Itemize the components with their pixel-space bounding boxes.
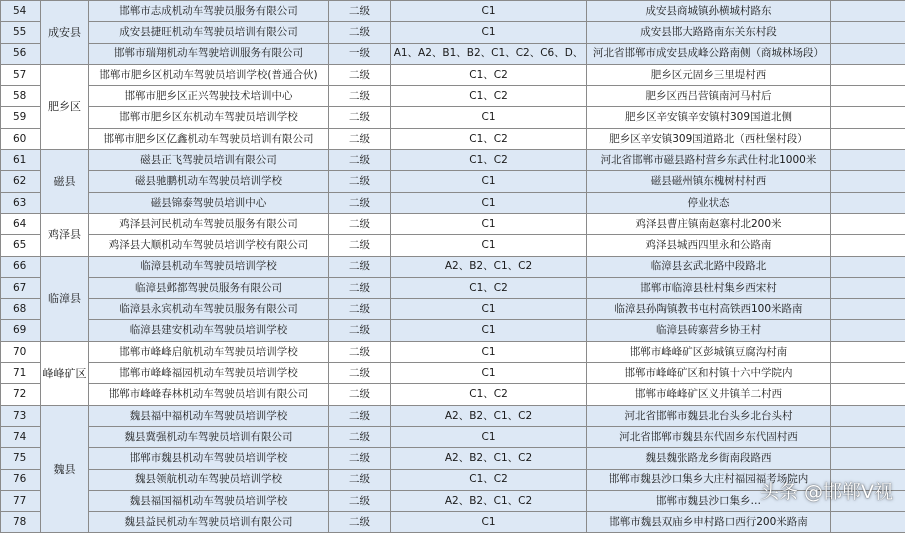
license-types: C1 [391, 22, 587, 43]
row-number: 54 [1, 1, 41, 22]
school-address: 肥乡区辛安镇辛安镇村309国道北侧 [587, 107, 831, 128]
table-row [1, 299, 905, 320]
school-address: 邯郸市魏县沙口集乡大庄村福园福考场院内 [587, 469, 831, 490]
school-level: 二级 [329, 256, 391, 277]
school-level: 二级 [329, 299, 391, 320]
row-number: 77 [1, 490, 41, 511]
school-name: 临漳县建安机动车驾驶员培训学校 [89, 320, 329, 341]
school-level: 二级 [329, 341, 391, 362]
license-types: C1 [391, 341, 587, 362]
row-number: 57 [1, 64, 41, 85]
empty-cell [831, 384, 905, 405]
row-number: 61 [1, 150, 41, 171]
school-level: 二级 [329, 86, 391, 107]
school-name: 邯郸市魏县机动车驾驶员培训学校 [89, 448, 329, 469]
empty-cell [831, 107, 905, 128]
empty-cell [831, 22, 905, 43]
school-level: 二级 [329, 64, 391, 85]
school-level: 二级 [329, 128, 391, 149]
license-types: C1 [391, 235, 587, 256]
school-name: 邯郸市志成机动车驾驶员服务有限公司 [89, 1, 329, 22]
row-number: 65 [1, 235, 41, 256]
school-level: 二级 [329, 277, 391, 298]
license-types: C1 [391, 192, 587, 213]
empty-cell [831, 448, 905, 469]
table-row [1, 43, 905, 64]
school-level: 二级 [329, 320, 391, 341]
school-name: 魏县领航机动车驾驶员培训学校 [89, 469, 329, 490]
school-name: 鸡泽县河民机动车驾驶员服务有限公司 [89, 213, 329, 234]
table-body [1, 1, 905, 533]
school-address: 鸡泽县曹庄镇南赵寨村北200米 [587, 213, 831, 234]
school-name: 磁县正飞驾驶员培训有限公司 [89, 150, 329, 171]
school-level: 一级 [329, 43, 391, 64]
license-types: C1、C2 [391, 64, 587, 85]
school-level: 二级 [329, 426, 391, 447]
school-name: 邯郸市肥乡区机动车驾驶员培训学校(普通合伙) [89, 64, 329, 85]
table-row [1, 171, 905, 192]
school-address: 邯郸市临漳县杜村集乡西宋村 [587, 277, 831, 298]
school-address: 临漳县孙陶镇教书屯村高铁西100米路南 [587, 299, 831, 320]
row-number: 75 [1, 448, 41, 469]
row-number: 67 [1, 277, 41, 298]
school-address: 河北省邯郸市魏县北台头乡北台头村 [587, 405, 831, 426]
table-row [1, 256, 905, 277]
license-types: C1 [391, 426, 587, 447]
school-name: 邯郸市肥乡区亿鑫机动车驾驶员培训有限公司 [89, 128, 329, 149]
school-name: 邯郸市峰峰春林机动车驾驶员培训有限公司 [89, 384, 329, 405]
county-cell: 魏县 [41, 405, 89, 533]
empty-cell [831, 299, 905, 320]
school-name: 临漳县机动车驾驶员培训学校 [89, 256, 329, 277]
school-address: 邯郸市峰峰矿区彭城镇豆腐沟村南 [587, 341, 831, 362]
school-level: 二级 [329, 150, 391, 171]
table-row [1, 426, 905, 447]
school-level: 二级 [329, 22, 391, 43]
school-name: 魏县益民机动车驾驶员培训有限公司 [89, 512, 329, 533]
empty-cell [831, 256, 905, 277]
license-types: C1 [391, 512, 587, 533]
license-types: A2、B2、C1、C2 [391, 448, 587, 469]
license-types: A2、B2、C1、C2 [391, 405, 587, 426]
empty-cell [831, 192, 905, 213]
empty-cell [831, 128, 905, 149]
table-row [1, 64, 905, 85]
license-types: C1 [391, 1, 587, 22]
school-name: 邯郸市肥乡区东机动车驾驶员培训学校 [89, 107, 329, 128]
school-address: 河北省邯郸市魏县东代固乡东代固村西 [587, 426, 831, 447]
school-level: 二级 [329, 235, 391, 256]
school-name: 成安县捷旺机动车驾驶员培训有限公司 [89, 22, 329, 43]
school-level: 二级 [329, 405, 391, 426]
empty-cell [831, 213, 905, 234]
school-address: 肥乡区西吕营镇南河马村后 [587, 86, 831, 107]
table-row [1, 107, 905, 128]
row-number: 64 [1, 213, 41, 234]
row-number: 62 [1, 171, 41, 192]
license-types: C1 [391, 107, 587, 128]
table-row [1, 128, 905, 149]
school-address: 河北省邯郸市磁县路村营乡东武仕村北1000米 [587, 150, 831, 171]
school-name: 临漳县永宾机动车驾驶员服务有限公司 [89, 299, 329, 320]
license-types: C1、C2 [391, 128, 587, 149]
row-number: 59 [1, 107, 41, 128]
row-number: 78 [1, 512, 41, 533]
empty-cell [831, 1, 905, 22]
table-row [1, 235, 905, 256]
table-row [1, 86, 905, 107]
row-number: 58 [1, 86, 41, 107]
table-row [1, 448, 905, 469]
school-level: 二级 [329, 363, 391, 384]
empty-cell [831, 64, 905, 85]
row-number: 63 [1, 192, 41, 213]
table-row [1, 363, 905, 384]
school-level: 二级 [329, 107, 391, 128]
license-types: C1、C2 [391, 86, 587, 107]
school-name: 魏县冀强机动车驾驶员培训有限公司 [89, 426, 329, 447]
row-number: 70 [1, 341, 41, 362]
school-address: 磁县磁州镇东槐树村村西 [587, 171, 831, 192]
school-address: 魏县魏张路龙乡街南段路西 [587, 448, 831, 469]
empty-cell [831, 43, 905, 64]
school-level: 二级 [329, 448, 391, 469]
watermark-text: 头条 @邯郸V视 [760, 477, 893, 504]
row-number: 68 [1, 299, 41, 320]
license-types: C1、C2 [391, 150, 587, 171]
license-types: C1 [391, 320, 587, 341]
empty-cell [831, 426, 905, 447]
table-row [1, 320, 905, 341]
school-name: 魏县福中福机动车驾驶员培训学校 [89, 405, 329, 426]
license-types: C1、C2 [391, 277, 587, 298]
county-cell: 成安县 [41, 1, 89, 65]
empty-cell [831, 512, 905, 533]
school-address: 成安县邯大路路南东关东村段 [587, 22, 831, 43]
license-types: C1 [391, 363, 587, 384]
empty-cell [831, 86, 905, 107]
row-number: 71 [1, 363, 41, 384]
row-number: 76 [1, 469, 41, 490]
license-types: C1、C2 [391, 384, 587, 405]
school-address: 肥乡区元固乡三里堤村西 [587, 64, 831, 85]
county-cell: 磁县 [41, 150, 89, 214]
empty-cell [831, 363, 905, 384]
school-address: 邯郸市峰峰矿区和村镇十六中学院内 [587, 363, 831, 384]
school-name: 磁县驰鹏机动车驾驶员培训学校 [89, 171, 329, 192]
school-name: 魏县福国福机动车驾驶员培训学校 [89, 490, 329, 511]
school-level: 二级 [329, 171, 391, 192]
school-address: 临漳县砖寨营乡协王村 [587, 320, 831, 341]
license-types: C1 [391, 299, 587, 320]
row-number: 74 [1, 426, 41, 447]
table-row [1, 341, 905, 362]
row-number: 55 [1, 22, 41, 43]
empty-cell [831, 405, 905, 426]
row-number: 69 [1, 320, 41, 341]
row-number: 66 [1, 256, 41, 277]
table-row [1, 22, 905, 43]
school-address: 河北省邯郸市成安县成峰公路南侧（商城林场段） [587, 43, 831, 64]
school-address: 肥乡区辛安镇309国道路北（西杜堡村段） [587, 128, 831, 149]
school-address: 邯郸市峰峰矿区义井镇羊二村西 [587, 384, 831, 405]
school-name: 邯郸市峰峰启航机动车驾驶员培训学校 [89, 341, 329, 362]
school-address: 停业状态 [587, 192, 831, 213]
school-level: 二级 [329, 490, 391, 511]
empty-cell [831, 341, 905, 362]
county-cell: 鸡泽县 [41, 213, 89, 256]
license-types: C1 [391, 213, 587, 234]
row-number: 73 [1, 405, 41, 426]
school-level: 二级 [329, 512, 391, 533]
empty-cell [831, 235, 905, 256]
table-row [1, 384, 905, 405]
row-number: 72 [1, 384, 41, 405]
table-row [1, 1, 905, 22]
table-row [1, 213, 905, 234]
table-row [1, 405, 905, 426]
table-row [1, 192, 905, 213]
license-types: C1、C2 [391, 469, 587, 490]
license-types: A2、B2、C1、C2 [391, 490, 587, 511]
license-types: A2、B2、C1、C2 [391, 256, 587, 277]
table-row [1, 150, 905, 171]
empty-cell [831, 171, 905, 192]
school-level: 二级 [329, 213, 391, 234]
county-cell: 肥乡区 [41, 64, 89, 149]
school-level: 二级 [329, 384, 391, 405]
school-level: 二级 [329, 1, 391, 22]
license-types: A1、A2、B1、B2、C1、C2、C6、D、 [391, 43, 587, 64]
school-address: 临漳县玄武北路中段路北 [587, 256, 831, 277]
watermark [760, 477, 893, 504]
license-types: C1 [391, 171, 587, 192]
county-cell: 临漳县 [41, 256, 89, 341]
school-name: 邯郸市肥乡区正兴驾驶技术培训中心 [89, 86, 329, 107]
school-address: 成安县商城镇孙横城村路东 [587, 1, 831, 22]
school-name: 临漳县邺都驾驶员服务有限公司 [89, 277, 329, 298]
school-address: 邯郸市魏县双庙乡申村路口西行200米路南 [587, 512, 831, 533]
school-name: 磁县锦泰驾驶员培训中心 [89, 192, 329, 213]
table-row [1, 512, 905, 533]
county-cell: 峰峰矿区 [41, 341, 89, 405]
empty-cell [831, 277, 905, 298]
school-level: 二级 [329, 192, 391, 213]
empty-cell [831, 320, 905, 341]
school-name: 邯郸市峰峰福园机动车驾驶员培训学校 [89, 363, 329, 384]
school-name: 邯郸市瑞翔机动车驾驶培训服务有限公司 [89, 43, 329, 64]
school-name: 鸡泽县大顺机动车驾驶员培训学校有限公司 [89, 235, 329, 256]
school-address: 邯郸市魏县沙口集乡… [587, 490, 831, 511]
row-number: 56 [1, 43, 41, 64]
row-number: 60 [1, 128, 41, 149]
table-row [1, 277, 905, 298]
empty-cell [831, 150, 905, 171]
school-level: 二级 [329, 469, 391, 490]
school-address: 鸡泽县城西四里永和公路南 [587, 235, 831, 256]
